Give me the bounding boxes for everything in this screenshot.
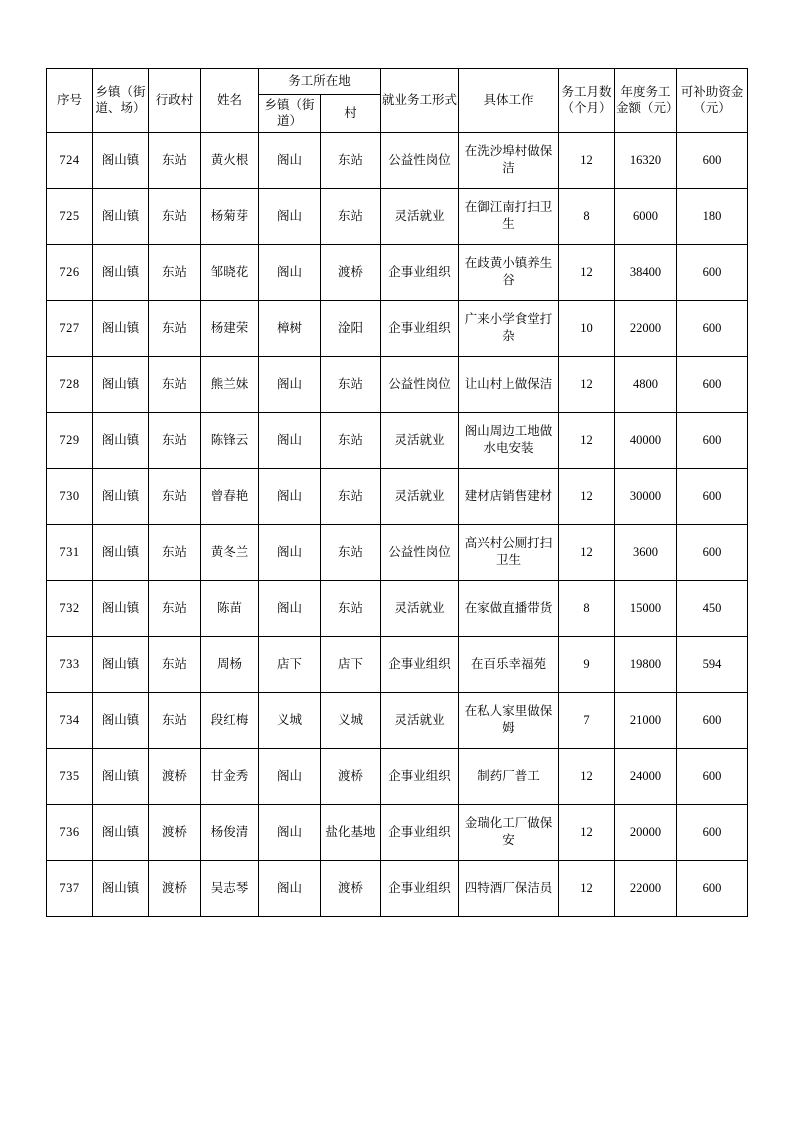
cell-specific-work: 在御江南打扫卫生 (459, 188, 559, 244)
cell-village: 东站 (149, 244, 201, 300)
cell-annual-amount: 19800 (615, 636, 677, 692)
cell-work-village: 渡桥 (321, 748, 381, 804)
cell-village: 渡桥 (149, 748, 201, 804)
cell-annual-amount: 16320 (615, 132, 677, 188)
cell-specific-work: 在家做直播带货 (459, 580, 559, 636)
cell-subsidy: 600 (677, 524, 748, 580)
cell-village: 东站 (149, 300, 201, 356)
cell-seq: 731 (47, 524, 93, 580)
cell-name: 邹晓花 (201, 244, 259, 300)
cell-annual-amount: 6000 (615, 188, 677, 244)
cell-employment-form: 灵活就业 (381, 692, 459, 748)
cell-annual-amount: 4800 (615, 356, 677, 412)
cell-subsidy: 600 (677, 804, 748, 860)
cell-work-village: 店下 (321, 636, 381, 692)
cell-work-town: 阁山 (259, 188, 321, 244)
cell-subsidy: 450 (677, 580, 748, 636)
cell-work-village: 东站 (321, 132, 381, 188)
cell-specific-work: 在百乐幸福苑 (459, 636, 559, 692)
cell-work-town: 阁山 (259, 860, 321, 916)
cell-months: 8 (559, 580, 615, 636)
cell-name: 甘金秀 (201, 748, 259, 804)
cell-subsidy: 600 (677, 860, 748, 916)
cell-seq: 734 (47, 692, 93, 748)
header-village: 行政村 (149, 69, 201, 133)
header-months: 务工月数（个月） (559, 69, 615, 133)
cell-employment-form: 灵活就业 (381, 188, 459, 244)
cell-employment-form: 企事业组织 (381, 636, 459, 692)
cell-work-village: 渡桥 (321, 860, 381, 916)
cell-subsidy: 600 (677, 748, 748, 804)
table-row (47, 300, 748, 356)
table-row (47, 636, 748, 692)
cell-months: 7 (559, 692, 615, 748)
table-row (47, 356, 748, 412)
cell-specific-work: 阁山周边工地做水电安装 (459, 412, 559, 468)
cell-town: 阁山镇 (93, 636, 149, 692)
cell-seq: 727 (47, 300, 93, 356)
cell-work-village: 东站 (321, 468, 381, 524)
table-row (47, 804, 748, 860)
header-seq: 序号 (47, 69, 93, 133)
cell-employment-form: 企事业组织 (381, 748, 459, 804)
cell-name: 杨菊芽 (201, 188, 259, 244)
cell-name: 周杨 (201, 636, 259, 692)
table-header-row-1 (47, 69, 748, 95)
cell-work-town: 阁山 (259, 804, 321, 860)
cell-village: 东站 (149, 636, 201, 692)
header-work-town: 乡镇（街道） (259, 95, 321, 133)
cell-months: 12 (559, 468, 615, 524)
cell-town: 阁山镇 (93, 580, 149, 636)
cell-village: 渡桥 (149, 804, 201, 860)
cell-village: 东站 (149, 188, 201, 244)
header-work-location: 务工所在地 (259, 69, 381, 95)
cell-work-town: 阁山 (259, 580, 321, 636)
cell-seq: 726 (47, 244, 93, 300)
cell-seq: 729 (47, 412, 93, 468)
cell-months: 12 (559, 524, 615, 580)
cell-specific-work: 金瑞化工厂做保安 (459, 804, 559, 860)
header-town: 乡镇（街道、场） (93, 69, 149, 133)
header-work-village: 村 (321, 95, 381, 133)
cell-subsidy: 180 (677, 188, 748, 244)
cell-months: 12 (559, 132, 615, 188)
cell-annual-amount: 3600 (615, 524, 677, 580)
cell-town: 阁山镇 (93, 244, 149, 300)
cell-work-village: 渡桥 (321, 244, 381, 300)
cell-work-town: 阁山 (259, 748, 321, 804)
cell-subsidy: 600 (677, 356, 748, 412)
cell-name: 段红梅 (201, 692, 259, 748)
cell-seq: 724 (47, 132, 93, 188)
cell-work-town: 阁山 (259, 468, 321, 524)
cell-employment-form: 公益性岗位 (381, 356, 459, 412)
cell-subsidy: 600 (677, 692, 748, 748)
table-row (47, 132, 748, 188)
cell-seq: 737 (47, 860, 93, 916)
cell-specific-work: 建材店销售建材 (459, 468, 559, 524)
cell-seq: 730 (47, 468, 93, 524)
cell-subsidy: 600 (677, 244, 748, 300)
cell-months: 10 (559, 300, 615, 356)
cell-village: 东站 (149, 412, 201, 468)
cell-work-town: 阁山 (259, 132, 321, 188)
cell-village: 东站 (149, 580, 201, 636)
cell-months: 8 (559, 188, 615, 244)
cell-subsidy: 600 (677, 132, 748, 188)
cell-annual-amount: 21000 (615, 692, 677, 748)
cell-work-village: 淦阳 (321, 300, 381, 356)
header-employment-form: 就业务工形式 (381, 69, 459, 133)
cell-town: 阁山镇 (93, 468, 149, 524)
cell-specific-work: 在歧黄小镇养生谷 (459, 244, 559, 300)
cell-name: 黄冬兰 (201, 524, 259, 580)
table-row (47, 860, 748, 916)
cell-work-village: 东站 (321, 412, 381, 468)
cell-specific-work: 在洗沙埠村做保洁 (459, 132, 559, 188)
cell-employment-form: 企事业组织 (381, 300, 459, 356)
cell-months: 12 (559, 860, 615, 916)
cell-name: 熊兰妹 (201, 356, 259, 412)
cell-subsidy: 600 (677, 300, 748, 356)
cell-seq: 728 (47, 356, 93, 412)
cell-work-town: 樟树 (259, 300, 321, 356)
table-header (47, 69, 748, 133)
cell-village: 东站 (149, 692, 201, 748)
cell-work-village: 东站 (321, 524, 381, 580)
cell-employment-form: 企事业组织 (381, 804, 459, 860)
table-row (47, 244, 748, 300)
cell-employment-form: 灵活就业 (381, 412, 459, 468)
cell-work-village: 盐化基地 (321, 804, 381, 860)
cell-work-town: 阁山 (259, 412, 321, 468)
cell-village: 东站 (149, 468, 201, 524)
cell-name: 杨建荣 (201, 300, 259, 356)
cell-subsidy: 600 (677, 468, 748, 524)
cell-specific-work: 四特酒厂保洁员 (459, 860, 559, 916)
cell-town: 阁山镇 (93, 300, 149, 356)
cell-town: 阁山镇 (93, 132, 149, 188)
table-row (47, 468, 748, 524)
employment-subsidy-table (46, 68, 748, 917)
cell-seq: 735 (47, 748, 93, 804)
cell-specific-work: 在私人家里做保姆 (459, 692, 559, 748)
cell-work-town: 阁山 (259, 524, 321, 580)
cell-annual-amount: 22000 (615, 860, 677, 916)
cell-village: 东站 (149, 524, 201, 580)
cell-annual-amount: 20000 (615, 804, 677, 860)
cell-work-town: 阁山 (259, 356, 321, 412)
cell-months: 9 (559, 636, 615, 692)
cell-annual-amount: 15000 (615, 580, 677, 636)
table-row (47, 692, 748, 748)
cell-months: 12 (559, 356, 615, 412)
table-row (47, 580, 748, 636)
cell-seq: 732 (47, 580, 93, 636)
cell-town: 阁山镇 (93, 804, 149, 860)
table-row (47, 412, 748, 468)
cell-town: 阁山镇 (93, 524, 149, 580)
cell-seq: 725 (47, 188, 93, 244)
header-specific-work: 具体工作 (459, 69, 559, 133)
cell-village: 东站 (149, 132, 201, 188)
cell-name: 吴志琴 (201, 860, 259, 916)
cell-work-town: 店下 (259, 636, 321, 692)
cell-town: 阁山镇 (93, 692, 149, 748)
cell-months: 12 (559, 412, 615, 468)
table-body (47, 132, 748, 916)
cell-employment-form: 企事业组织 (381, 860, 459, 916)
header-annual-amount: 年度务工金额（元） (615, 69, 677, 133)
cell-subsidy: 594 (677, 636, 748, 692)
cell-village: 东站 (149, 356, 201, 412)
cell-months: 12 (559, 244, 615, 300)
cell-village: 渡桥 (149, 860, 201, 916)
cell-seq: 733 (47, 636, 93, 692)
cell-annual-amount: 30000 (615, 468, 677, 524)
cell-name: 曾春艳 (201, 468, 259, 524)
cell-work-town: 义城 (259, 692, 321, 748)
cell-name: 陈锋云 (201, 412, 259, 468)
table-row (47, 188, 748, 244)
cell-work-village: 东站 (321, 580, 381, 636)
cell-employment-form: 灵活就业 (381, 580, 459, 636)
cell-town: 阁山镇 (93, 748, 149, 804)
table-row (47, 524, 748, 580)
cell-employment-form: 公益性岗位 (381, 132, 459, 188)
cell-employment-form: 公益性岗位 (381, 524, 459, 580)
cell-town: 阁山镇 (93, 860, 149, 916)
cell-employment-form: 企事业组织 (381, 244, 459, 300)
cell-specific-work: 制药厂普工 (459, 748, 559, 804)
cell-work-town: 阁山 (259, 244, 321, 300)
cell-work-village: 东站 (321, 356, 381, 412)
cell-town: 阁山镇 (93, 356, 149, 412)
cell-specific-work: 高兴村公厕打扫卫生 (459, 524, 559, 580)
header-subsidy: 可补助资金（元） (677, 69, 748, 133)
cell-months: 12 (559, 748, 615, 804)
cell-work-village: 东站 (321, 188, 381, 244)
cell-annual-amount: 22000 (615, 300, 677, 356)
cell-annual-amount: 40000 (615, 412, 677, 468)
cell-seq: 736 (47, 804, 93, 860)
cell-specific-work: 让山村上做保洁 (459, 356, 559, 412)
table-row (47, 748, 748, 804)
cell-name: 陈苗 (201, 580, 259, 636)
cell-work-village: 义城 (321, 692, 381, 748)
cell-name: 杨俊清 (201, 804, 259, 860)
cell-months: 12 (559, 804, 615, 860)
header-name: 姓名 (201, 69, 259, 133)
cell-annual-amount: 24000 (615, 748, 677, 804)
cell-town: 阁山镇 (93, 188, 149, 244)
cell-specific-work: 广来小学食堂打杂 (459, 300, 559, 356)
cell-annual-amount: 38400 (615, 244, 677, 300)
cell-town: 阁山镇 (93, 412, 149, 468)
cell-name: 黄火根 (201, 132, 259, 188)
cell-employment-form: 灵活就业 (381, 468, 459, 524)
cell-subsidy: 600 (677, 412, 748, 468)
